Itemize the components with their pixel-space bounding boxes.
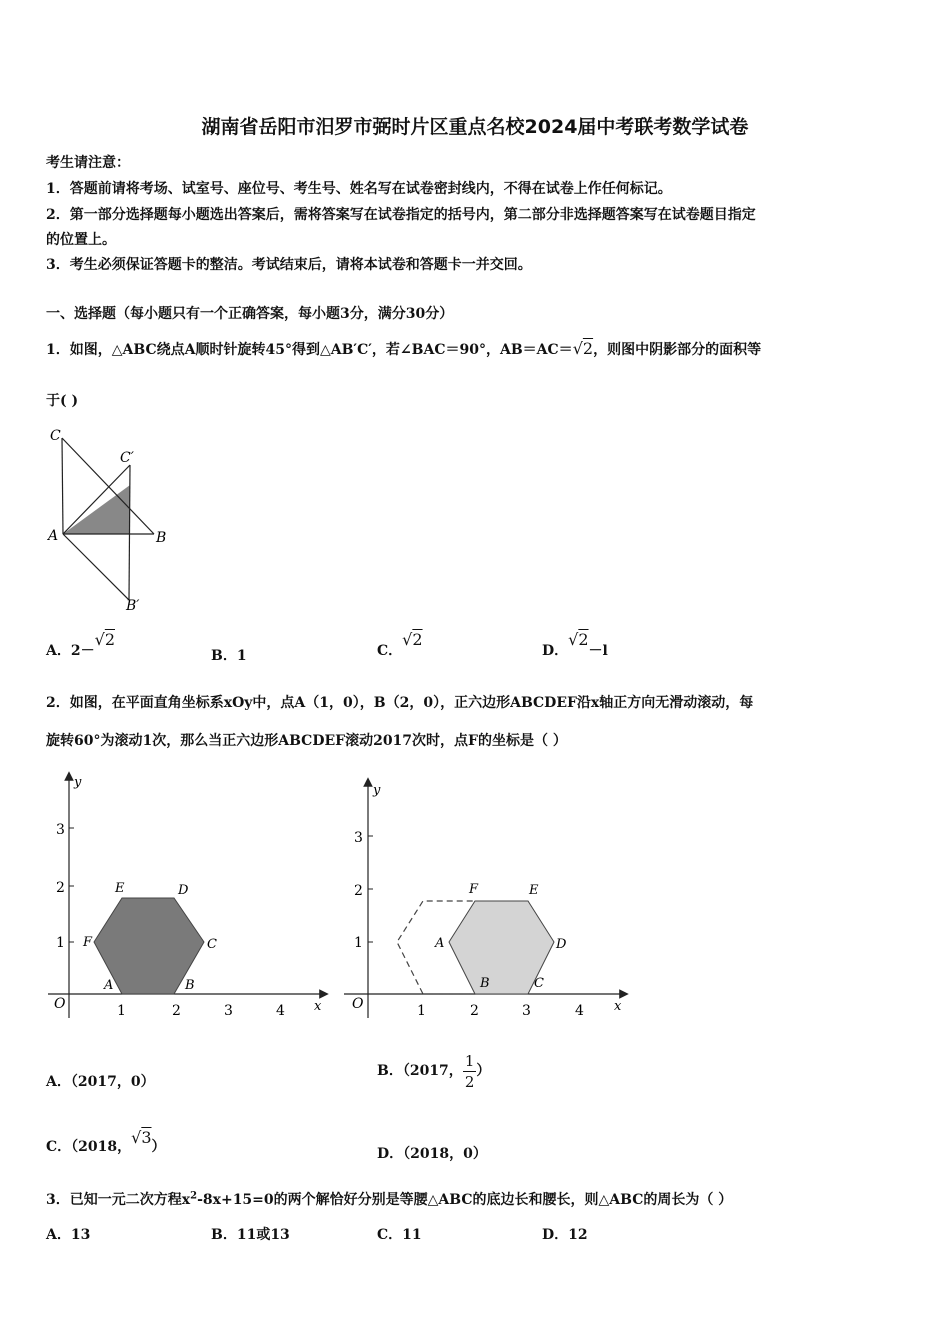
q2-f1-label-f: F — [83, 935, 93, 950]
q1-line-abp — [63, 534, 129, 600]
q2-f2-x-label: x — [614, 999, 622, 1014]
q2-f1-tick-y2: 2 — [56, 880, 65, 896]
q2-f1-label-d: D — [178, 883, 189, 898]
q1-stem-end: 于( ) — [46, 393, 79, 409]
q1-figure — [40, 420, 180, 620]
q3-option-a: A．13 — [46, 1227, 91, 1243]
q2-f2-y-label: y — [373, 783, 381, 798]
q1-line-ca — [62, 438, 63, 534]
q2-f1-label-c: C — [207, 937, 217, 952]
q1-option-d: D．√2－l — [542, 630, 608, 659]
q2-f2-label-f: F — [469, 882, 479, 897]
q1-text-a: 1．如图，△ABC绕点A顺时针旋转45°得到△AB′C′，若∠BAC＝90°，AB＝AC＝ — [46, 342, 573, 358]
q2-f1-tick-x3: 3 — [224, 1003, 233, 1019]
q2-f1-label-e: E — [115, 881, 125, 896]
q2-f2-tick-y3: 3 — [354, 830, 363, 846]
q2-f1-label-b: B — [185, 978, 195, 993]
q2-f2-label-e: E — [529, 883, 539, 898]
q2-f2-label-a: A — [435, 936, 445, 951]
section-heading: 一、选择题（每小题只有一个正确答案，每小题3分，满分30分） — [46, 306, 454, 322]
q3-option-d: D．12 — [542, 1227, 588, 1243]
q1-label-a: A — [48, 528, 59, 544]
notice-item-1: 1．答题前请将考场、试室号、座位号、考生号、姓名写在试卷密封线内，不得在试卷上作任何标记。 — [46, 181, 672, 197]
q2-option-b: B．（2017， $\frac{1}{2}$ ） — [377, 1051, 491, 1091]
q2-option-b-fraction: $\frac{1}{2}$ — [464, 1051, 475, 1091]
q2-f1-tick-x2: 2 — [172, 1003, 181, 1019]
q1-stem — [46, 339, 761, 359]
q1-text-b: ，则图中阴影部分的面积等 — [593, 342, 762, 358]
q2-figure-1 — [46, 770, 336, 1030]
q2-f2-label-d: D — [556, 937, 567, 952]
q2-f2-tick-x2: 2 — [470, 1003, 479, 1019]
q1-label-c: C — [50, 428, 61, 444]
notice-item-2b: 的位置上。 — [46, 232, 116, 248]
q2-f2-label-c: C — [534, 976, 544, 991]
q2-stem-a: 2．如图，在平面直角坐标系xOy中，点A（1，0），B（2，0），正六边形ABCDEF沿x轴正方向无滑动滚动，每 — [46, 695, 754, 711]
q2-figure-2 — [340, 770, 630, 1030]
q2-f1-tick-x4: 4 — [276, 1003, 285, 1019]
q2-f1-origin: O — [54, 996, 66, 1012]
notice-heading: 考生请注意： — [46, 155, 130, 171]
q1-label-cp: C′ — [120, 450, 134, 466]
q3-stem: 3．已知一元二次方程$x^2-8x+15=0$的两个解恰好分别是等腰△ABC的底边长和腰长，则△ABC的周长为（ ） — [46, 1190, 733, 1208]
notice-item-2a: 2．第一部分选择题每小题选出答案后，需将答案写在试卷指定的括号内，第二部分非选择题答案写在试卷题目指定 — [46, 207, 756, 223]
q1-option-a: A．2－√2 — [46, 630, 115, 659]
q1-shaded-region — [63, 485, 130, 534]
q2-f2-tick-x3: 3 — [522, 1003, 531, 1019]
q1-label-b: B — [156, 530, 167, 546]
q2-f2-tick-y1: 1 — [354, 935, 363, 951]
q2-option-d: D．（2018，0） — [377, 1146, 487, 1162]
q3-option-b: B．11或13 — [211, 1227, 290, 1243]
q1-option-c: C．√2 — [377, 630, 423, 659]
q2-f1-tick-x1: 1 — [117, 1003, 126, 1019]
q1-option-b: B．1 — [211, 648, 247, 664]
page-title: 湖南省岳阳市汨罗市弼时片区重点名校2024届中考联考数学试卷 — [201, 116, 749, 138]
q2-f2-tick-x1: 1 — [417, 1003, 426, 1019]
q2-f1-tick-y3: 3 — [56, 822, 65, 838]
q2-f1-y-label: y — [74, 775, 82, 790]
q2-f1-x-label: x — [314, 999, 322, 1014]
q2-option-c: C．（2018，√3） — [46, 1128, 166, 1155]
q1-line-cpbp — [129, 465, 130, 600]
q2-f2-label-b: B — [480, 976, 490, 991]
q2-stem-b: 旋转60°为滚动1次，那么当正六边形ABCDEF滚动2017次时，点F的坐标是（ ） — [46, 733, 567, 749]
notice-item-3: 3．考生必须保证答题卡的整洁。考试结束后，请将本试卷和答题卡一并交回。 — [46, 257, 532, 273]
q1-sqrt: √2 — [572, 339, 594, 358]
q2-option-a: A．（2017，0） — [46, 1074, 155, 1090]
q1-label-bp: B′ — [126, 598, 140, 614]
q2-f1-label-a: A — [104, 978, 114, 993]
q3-option-c: C．11 — [377, 1227, 422, 1243]
q2-f2-tick-x4: 4 — [575, 1003, 584, 1019]
q2-f1-tick-y1: 1 — [56, 935, 65, 951]
q2-f2-origin: O — [352, 996, 364, 1012]
q2-f2-tick-y2: 2 — [354, 883, 363, 899]
